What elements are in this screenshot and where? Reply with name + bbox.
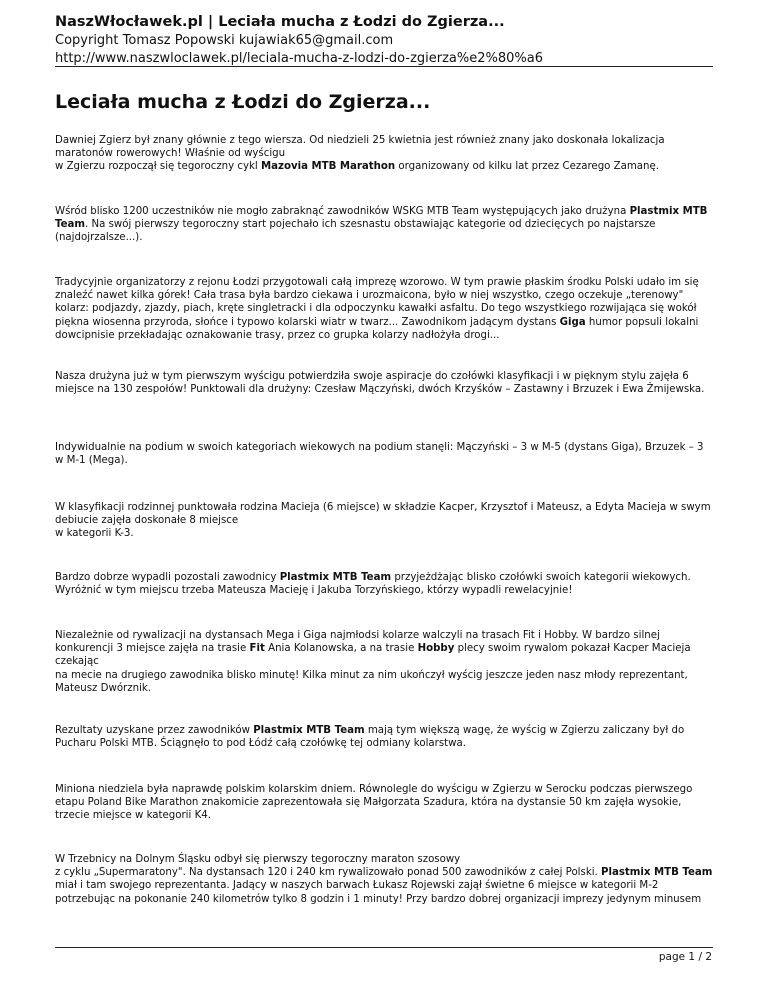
bold-text: Plastmix MTB Team [279, 572, 392, 583]
bold-text: Plastmix MTB Team [253, 725, 365, 736]
paragraph-7 [55, 571, 715, 597]
footer-divider [55, 947, 713, 948]
paragraph-6 [55, 501, 715, 541]
page-number: page 1 / 2 [658, 951, 712, 963]
source-url[interactable]: http://www.naszwloclawek.pl/leciala-mucha-z-lodzi-do-zgierza%e2%80%a6 [55, 51, 543, 66]
text: Ania Kolanowska, a na trasie [264, 643, 418, 655]
copyright-line: Copyright Tomasz Popowski kujawiak65@gmail.com [55, 33, 394, 48]
text: W klasyfikacji rodzinnej punktowała rodzina Macieja (6 miejsce) w składzie Kacper, Krzysztof i Mateusz, a Edyta Macieja w swym debiucie zajęła doskonałe 8 miejsce [55, 502, 711, 527]
paragraph-5 [55, 441, 715, 467]
bold-text: Hobby [417, 643, 455, 655]
text: miał i tam swojego reprezentanta. Jadący w naszych barwach Łukasz Rojewski zajął świetne 6 miejsce w kategorii M-2 potrzebując na pokonanie 240 kilometrów tylko 8 godzin i 1 minuty! Przy bardzo dobrej organizacji imprezy jedynym minusem [55, 880, 702, 905]
bold-text: Plastmix MTB Team [55, 206, 708, 231]
paragraph-9 [55, 724, 715, 750]
text: z cyklu „Supermaratony". Na dystansach 120 i 240 km rywalizowało ponad 500 zawodników z całej Polski. [55, 867, 602, 879]
text: na mecie na drugiego zawodnika blisko minutę! Kilka minut za nim ukończył wyścig jeszcze jeden nasz młody reprezentant, Mateusz Dwórznik. [55, 669, 688, 694]
text: Miniona niedziela była naprawdę polskim kolarskim dniem. Równolegle do wyścigu w Zgierzu w Serocku podczas pierwszego etapu Poland Bike Marathon znakomicie zaprezentowała się Małgorzata Szadura, która na dystansie 50 km zajęła wysokie, trzecie miejsce w kategorii K4. [55, 784, 693, 822]
site-title: NaszWłocławek.pl | Leciała mucha z Łodzi do Zgierza... [55, 14, 505, 30]
text: Dawniej Zgierz był znany głównie z tego wiersza. Od niedzieli 25 kwietnia jest również znany jako doskonała lokalizacja maratonów rowerowych! Właśnie od wyścigu [55, 135, 665, 160]
paragraph-3 [55, 276, 715, 342]
text: Wśród blisko 1200 uczestników nie mogło zabraknąć zawodników WSKG MTB Team występujących jako drużyna [55, 206, 630, 217]
bold-text: Giga [559, 316, 586, 328]
text: w kategorii K-3. [55, 528, 134, 540]
text: przyjeżdżając blisko czołówki swoich kategorii wiekowych. Wyróżnić w tym miejscu trzeba Mateusza Macieję i Jakuba Torzyńskiego, którzy wypadli rewelacyjnie! [55, 572, 691, 597]
text: mają tym większą wagę, że wyścig w Zgierzu zaliczany był do Pucharu Polski MTB. Ściągnęło to pod Łódź całą czołówkę tej odmiany kolarstwa. [55, 725, 685, 750]
text: organizowany od kilku lat przez Cezarego Zamanę. [395, 161, 659, 173]
paragraph-11 [55, 853, 715, 906]
text: W Trzebnicy na Dolnym Śląsku odbył się pierwszy tegoroczny maraton szosowy [55, 854, 461, 865]
paragraph-8 [55, 629, 715, 695]
text: Indywidualnie na podium w swoich kategoriach wiekowych na podium stanęli: Mączyński – 3 w M-5 (dystans Giga), Brzuzek – 3 w M-1 (Mega). [55, 442, 704, 467]
paragraph-2 [55, 205, 715, 245]
paragraph-1 [55, 134, 715, 174]
text: Bardzo dobrze wypadli pozostali zawodnicy [55, 572, 280, 583]
paragraph-4 [55, 370, 715, 396]
text: Niezależnie od rywalizacji na dystansach Mega i Giga najmłodsi kolarze walczyli na trasach Fit i Hobby. W bardzo silnej konkurencji 3 miejsce zajęła na trasie [55, 630, 660, 655]
text: plecy swoim rywalom pokazał Kacper Macieja czekając [55, 643, 691, 668]
header-divider [55, 66, 713, 67]
paragraph-10 [55, 783, 715, 823]
text: Nasza drużyna już w tym pierwszym wyścigu potwierdziła swoje aspiracje do czołówki klasyfikacji i w pięknym stylu zajęła 6 miejsce na 130 zespołów! Punktowali dla drużyny: Czesław Mączyński, dwóch Krzyśków – Zastawny i Brzuzek i Ewa Żmijewska. [55, 371, 705, 396]
text: Rezultaty uzyskane przez zawodników [55, 725, 254, 736]
text: . Na swój pierwszy tegoroczny start pojechało ich szesnastu obstawiając kategorie od dziecięcych po najstarsze (najdojrzalsze...). [55, 219, 656, 244]
document-header [55, 12, 713, 68]
text: Tradycyjnie organizatorzy z rejonu Łodzi przygotowali całą imprezę wzorowo. W tym prawie płaskim środku Polski udało im się znaleźć nawet kilka górek! Cała trasa była bardzo ciekawa i urozmaicona, było w niej wszystko, czego oczekuje „terenowy" kolarz: podjazdy, zjazdy, piach, kręte singletracki i dla odpoczynku kawałki asfaltu. Do tego wszystkiego rozwijająca się wokół piękna wiosenna przyroda, słońce i typowo kolarski wiatr w twarz... Zawodnikom jadącym dystans [55, 277, 699, 328]
bold-text: Fit [249, 643, 265, 655]
bold-text: Mazovia MTB Marathon [261, 161, 396, 173]
text: humor popsuli lokalni dowcipnisie przekładając oznakowanie trasy, przez co grupka kolarzy nadłożyła drogi... [55, 316, 699, 341]
text: w Zgierzu rozpoczął się tegoroczny cykl [55, 161, 261, 173]
article-title: Leciała mucha z Łodzi do Zgierza... [55, 91, 431, 113]
bold-text: Plastmix MTB Team [601, 867, 713, 879]
